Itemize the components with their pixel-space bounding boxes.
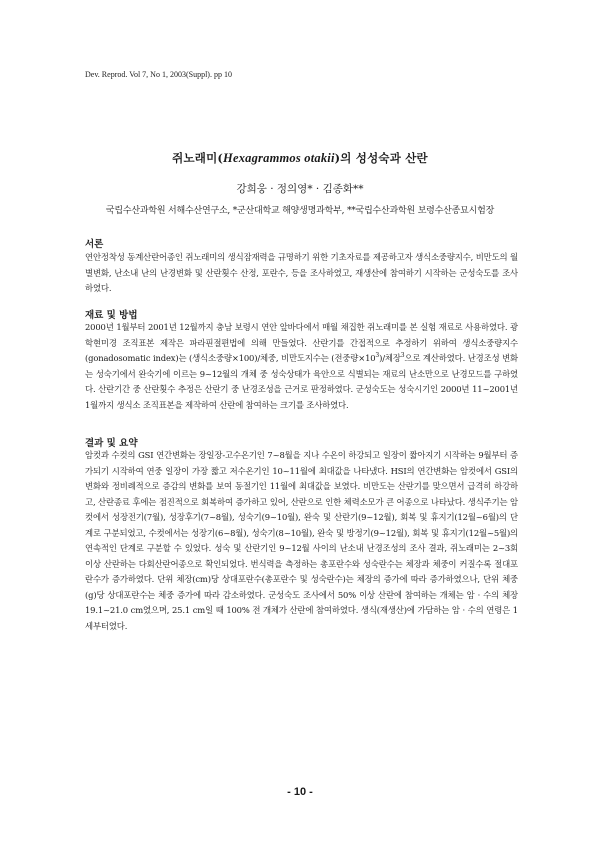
- journal-reference: Dev. Reprod. Vol 7, No 1, 2003(Suppl). pp 10: [85, 70, 232, 79]
- results-paragraph: 암컷과 수컷의 GSI 연간변화는 장일장-고수온기인 7~8월을 지나 수온이 하강되고 일장이 짧아지기 시작하는 9월부터 증가되기 시작하여 연중 일장이 가장 짧고 저수온기인 10~11월에 최대값을 나타냈다. HSI의 연간변화는 암컷에서 GSI의 변화와 정비례적으로 증감의 변화를 보여 동절기인 11월에 최대값을 보였다. 비만도는 산란기를 맞으면서 급격히 하강하고, 산란종료 후에는 점진적으로 회복하여 증가하고 있어, 산란으로 인한 체력소모가 큰 어종으로 나타났다. 생식주기는 암컷에서 성장전기(7월), 성장후기(7~8월), 성숙기(9~10월), 완숙 및 산란기(9~12월), 회복 및 휴지기(12월~6월)의 단계로 구분되었고, 수컷에서는 성장기(6~8월), 성숙기(8~10월), 완숙 및 방정기(9~12월), 회복 및 휴지기(12월~5월)의 연속적인 단계로 구분할 수 있었다. 성숙 및 산란기인 9~12월 사이의 난소내 난경조성의 조사 결과, 쥐노래미는 2~3회 이상 산란하는 다회산란어종으로 확인되었다. 번식력을 측정하는 총포란수와 성숙란수는 체장과 체중이 커질수록 절대포란수가 증가하였다. 단위 체장(cm)당 상대포란수(총포란수 및 성숙란수)는 체장의 증가에 따라 증가하였으나, 단위 체중(g)당 상대포란수는 체중 증가에 따라 감소하였다. 군성숙도 조사에서 50% 이상 산란에 참여하는 개체는 암 · 수의 체장 19.1~21.0 cm였으며, 25.1 cm일 때 100% 전 개체가 산란에 참여하였다. 생식(재생산)에 가담하는 암 · 수의 연령은 1세부터였다.: [85, 450, 518, 631]
- methods-superscript-2: 3: [400, 352, 405, 360]
- methods-heading: 재료 및 방법: [85, 310, 138, 321]
- results-heading: 결과 및 요약: [85, 438, 138, 449]
- page-number: - 10 -: [287, 786, 313, 798]
- affiliation-list: 국립수산과학원 서해수산연구소, *군산대학교 해양생명과학부, **국립수산과학원 보령수산종묘시험장: [105, 206, 495, 216]
- intro-paragraph: 연안정착성 동계산란어종인 쥐노래미의 생식잠재력을 규명하기 위한 기초자료를 제공하고자 생식소중량지수, 비만도의 월별변화, 난소내 난의 난경변화 및 산란횟수 산정, 포란수, 등을 조사하였고, 재생산에 참여하기 시작하는 군성숙도를 조사하였다.: [85, 252, 518, 293]
- methods-text-2: )/체장: [379, 353, 401, 363]
- intro-heading: 서론: [85, 239, 104, 250]
- paper-title: [0, 150, 600, 166]
- methods-text-3: 으로 계산하였다. 난경조성 변화는 성숙기에서 완숙기에 이르는 9~12월의 개체 중 성숙상태가 육안으로 식별되는 재료의 난소만으로 난경모드를 구하였다. 산란기간 중 산란횟수 추정은 산란기 중 난경조성을 근거로 판정하였다. 군성숙도는 성숙시기인 2000년 11~2001년 1월까지 생식소 조직표본을 제작하여 산란에 참여하는 크기를 조사하였다.: [85, 353, 518, 410]
- author-list: 강희웅 · 정의영* · 김종화**: [236, 183, 364, 195]
- methods-superscript-1: 3: [375, 352, 380, 360]
- methods-text-1: 2000년 1월부터 2001년 12월까지 충남 보령시 연안 앞바다에서 매월 채집한 쥐노래미를 본 실험 재료로 사용하였다. 광학현미경 조직표본 제작은 파라핀절편법에 의해 만들었다. 산란기를 간접적으로 추정하기 위하여 생식소중량지수(gonadosomatic index)는 (생식소중량×100)/체중, 비만도지수는 (전중량×10: [85, 322, 518, 363]
- methods-paragraph: [85, 320, 518, 413]
- title-suffix: )의 성성숙과 산란: [334, 151, 428, 165]
- title-scientific-name: Hexagrammos otakii: [223, 151, 335, 165]
- title-prefix: 쥐노래미(: [172, 151, 224, 165]
